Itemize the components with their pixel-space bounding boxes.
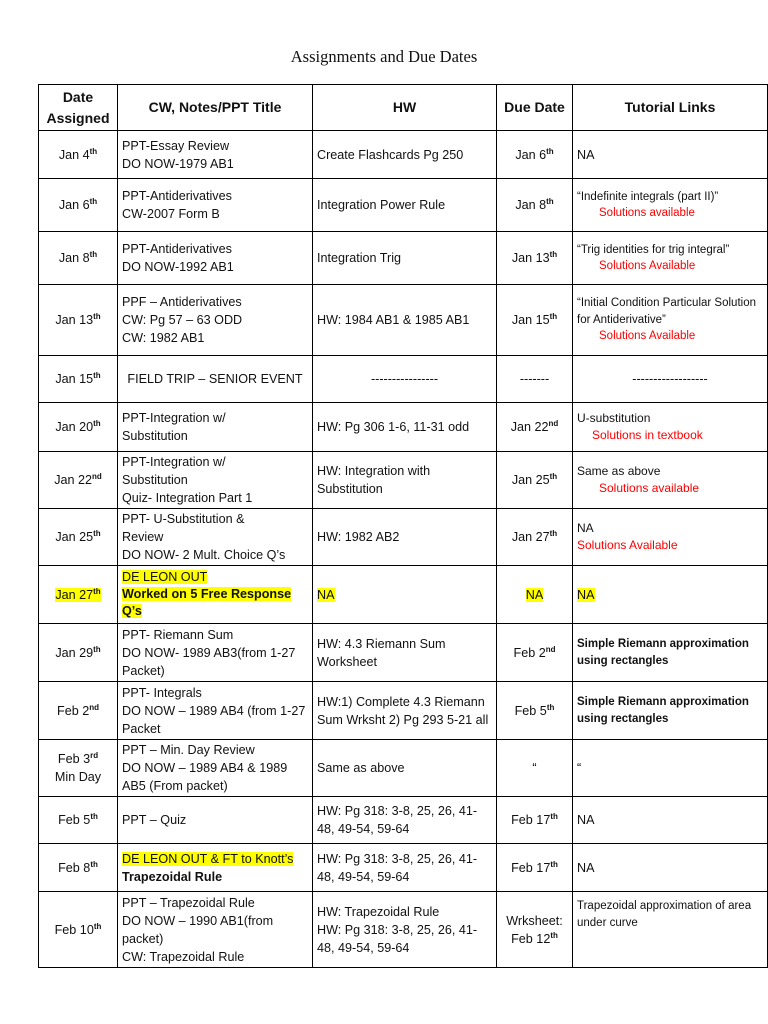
table-row xyxy=(39,509,768,566)
tutorial-link[interactable]: “Trig identities for trig integral” xyxy=(577,243,730,256)
date-assigned-cell: Jan 27th xyxy=(39,566,118,624)
tutorial-cell: NA xyxy=(573,844,768,892)
table-row xyxy=(39,403,768,452)
date-assigned-cell: Jan 22nd xyxy=(39,452,118,509)
tutorial-link[interactable]: “Initial Condition Particular Solution for Antiderivative” xyxy=(577,297,756,326)
due-date-cell: Jan 25th xyxy=(497,452,573,509)
table-row xyxy=(39,844,768,892)
cw-cell: DE LEON OUT Worked on 5 Free Response Q’s xyxy=(118,566,313,624)
date-assigned-cell: Feb 5th xyxy=(39,797,118,844)
header-hw: HW xyxy=(313,85,497,131)
hw-cell: Same as above xyxy=(313,740,497,797)
table-row xyxy=(39,624,768,682)
date-assigned-cell: Jan 29th xyxy=(39,624,118,682)
cw-cell: PPT- U-Substitution & Review DO NOW- 2 Mult. Choice Q’s xyxy=(118,509,313,566)
date-assigned-cell: Feb 10th xyxy=(39,892,118,968)
solutions-note: Solutions available xyxy=(599,207,695,219)
table-row xyxy=(39,797,768,844)
table-row xyxy=(39,892,768,968)
tutorial-link[interactable]: U-substitution xyxy=(577,411,651,425)
hw-cell: Integration Power Rule xyxy=(313,179,497,232)
tutorial-cell: NA xyxy=(573,131,768,179)
table-row xyxy=(39,566,768,624)
due-date-cell: Jan 8th xyxy=(497,179,573,232)
table-row xyxy=(39,232,768,285)
solutions-note: Solutions in textbook xyxy=(592,428,703,442)
tutorial-cell xyxy=(573,179,768,232)
cw-cell: PPT- Riemann Sum DO NOW- 1989 AB3(from 1-27 Packet) xyxy=(118,624,313,682)
due-date-cell: NA xyxy=(497,566,573,624)
tutorial-cell xyxy=(573,285,768,356)
cw-cell: PPT- Integrals DO NOW – 1989 AB4 (from 1-27 Packet xyxy=(118,682,313,740)
solutions-note: Solutions available xyxy=(599,481,700,495)
hw-cell: ---------------- xyxy=(313,356,497,403)
date-assigned-cell: Jan 25th xyxy=(39,509,118,566)
table-row xyxy=(39,179,768,232)
header-date-assigned: Date Assigned xyxy=(39,85,118,131)
tutorial-cell xyxy=(573,232,768,285)
table-row xyxy=(39,452,768,509)
table-row xyxy=(39,285,768,356)
tutorial-cell: NA Solutions Available xyxy=(573,509,768,566)
hw-cell: NA xyxy=(313,566,497,624)
header-tutorial-links: Tutorial Links xyxy=(573,85,768,131)
tutorial-cell: NA xyxy=(573,566,768,624)
date-assigned-cell: Feb 3rd Min Day xyxy=(39,740,118,797)
hw-cell: HW: Integration with Substitution xyxy=(313,452,497,509)
due-date-cell: Feb 17th xyxy=(497,844,573,892)
header-due-date: Due Date xyxy=(497,85,573,131)
date-assigned-cell: Jan 8th xyxy=(39,232,118,285)
tutorial-cell: Simple Riemann approximation using rectangles xyxy=(573,682,768,740)
cw-cell: PPT-Integration w/ Substitution Quiz- Integration Part 1 xyxy=(118,452,313,509)
due-date-cell: Feb 2nd xyxy=(497,624,573,682)
hw-cell: HW: Pg 306 1-6, 11-31 odd xyxy=(313,403,497,452)
due-date-cell: Jan 27th xyxy=(497,509,573,566)
date-assigned-cell: Feb 8th xyxy=(39,844,118,892)
hw-cell: Integration Trig xyxy=(313,232,497,285)
date-assigned-cell: Jan 6th xyxy=(39,179,118,232)
table-row xyxy=(39,131,768,179)
hw-cell: HW: 1984 AB1 & 1985 AB1 xyxy=(313,285,497,356)
cw-cell: PPT-Antiderivatives CW-2007 Form B xyxy=(118,179,313,232)
due-date-cell: Jan 6th xyxy=(497,131,573,179)
table-row xyxy=(39,356,768,403)
cw-cell: PPT-Integration w/ Substitution xyxy=(118,403,313,452)
due-date-cell: Jan 22nd xyxy=(497,403,573,452)
page-title: Assignments and Due Dates xyxy=(290,47,478,66)
cw-cell: FIELD TRIP – SENIOR EVENT xyxy=(118,356,313,403)
hw-cell: HW:1) Complete 4.3 Riemann Sum Wrksht 2) Pg 293 5-21 all xyxy=(313,682,497,740)
tutorial-cell: Trapezoidal approximation of area under curve xyxy=(573,892,768,968)
tutorial-cell: ------------------ xyxy=(573,356,768,403)
cw-cell: DE LEON OUT & FT to Knott’s Trapezoidal Rule xyxy=(118,844,313,892)
hw-cell: Create Flashcards Pg 250 xyxy=(313,131,497,179)
table-row xyxy=(39,682,768,740)
date-assigned-cell: Jan 20th xyxy=(39,403,118,452)
cw-cell: PPT – Quiz xyxy=(118,797,313,844)
solutions-note: Solutions Available xyxy=(599,330,696,343)
tutorial-link[interactable]: “Indefinite integrals (part II)” xyxy=(577,190,719,203)
date-assigned-cell: Jan 4th xyxy=(39,131,118,179)
cw-cell: PPT-Essay Review DO NOW-1979 AB1 xyxy=(118,131,313,179)
solutions-note: Solutions Available xyxy=(599,260,696,272)
tutorial-cell: “ xyxy=(573,740,768,797)
hw-cell: HW: 4.3 Riemann Sum Worksheet xyxy=(313,624,497,682)
header-row xyxy=(39,85,768,131)
date-assigned-cell: Jan 13th xyxy=(39,285,118,356)
hw-cell: HW: Trapezoidal Rule HW: Pg 318: 3-8, 25, 26, 41-48, 49-54, 59-64 xyxy=(313,892,497,968)
date-assigned-cell: Jan 15th xyxy=(39,356,118,403)
due-date-cell: Jan 13th xyxy=(497,232,573,285)
cw-cell: PPF – Antiderivatives CW: Pg 57 – 63 ODD CW: 1982 AB1 xyxy=(118,285,313,356)
due-date-cell: Feb 5th xyxy=(497,682,573,740)
hw-cell: HW: 1982 AB2 xyxy=(313,509,497,566)
due-date-cell: Wrksheet: Feb 12th xyxy=(497,892,573,968)
due-date-cell: Feb 17th xyxy=(497,797,573,844)
header-cw: CW, Notes/PPT Title xyxy=(118,85,313,131)
due-date-cell: “ xyxy=(497,740,573,797)
tutorial-cell: NA xyxy=(573,797,768,844)
solutions-note: Solutions Available xyxy=(577,538,678,552)
due-date-cell: ------- xyxy=(497,356,573,403)
assignments-table xyxy=(38,84,768,968)
tutorial-cell: Same as above Solutions available xyxy=(573,452,768,509)
due-date-cell: Jan 15th xyxy=(497,285,573,356)
table-row xyxy=(39,740,768,797)
hw-cell: HW: Pg 318: 3-8, 25, 26, 41-48, 49-54, 59-64 xyxy=(313,844,497,892)
hw-cell: HW: Pg 318: 3-8, 25, 26, 41-48, 49-54, 59-64 xyxy=(313,797,497,844)
cw-cell: PPT – Min. Day Review DO NOW – 1989 AB4 & 1989 AB5 (From packet) xyxy=(118,740,313,797)
cw-cell: PPT – Trapezoidal Rule DO NOW – 1990 AB1(from packet) CW: Trapezoidal Rule xyxy=(118,892,313,968)
cw-cell: PPT-Antiderivatives DO NOW-1992 AB1 xyxy=(118,232,313,285)
tutorial-cell: Simple Riemann approximation using rectangles xyxy=(573,624,768,682)
tutorial-cell xyxy=(573,403,768,452)
date-assigned-cell: Feb 2nd xyxy=(39,682,118,740)
